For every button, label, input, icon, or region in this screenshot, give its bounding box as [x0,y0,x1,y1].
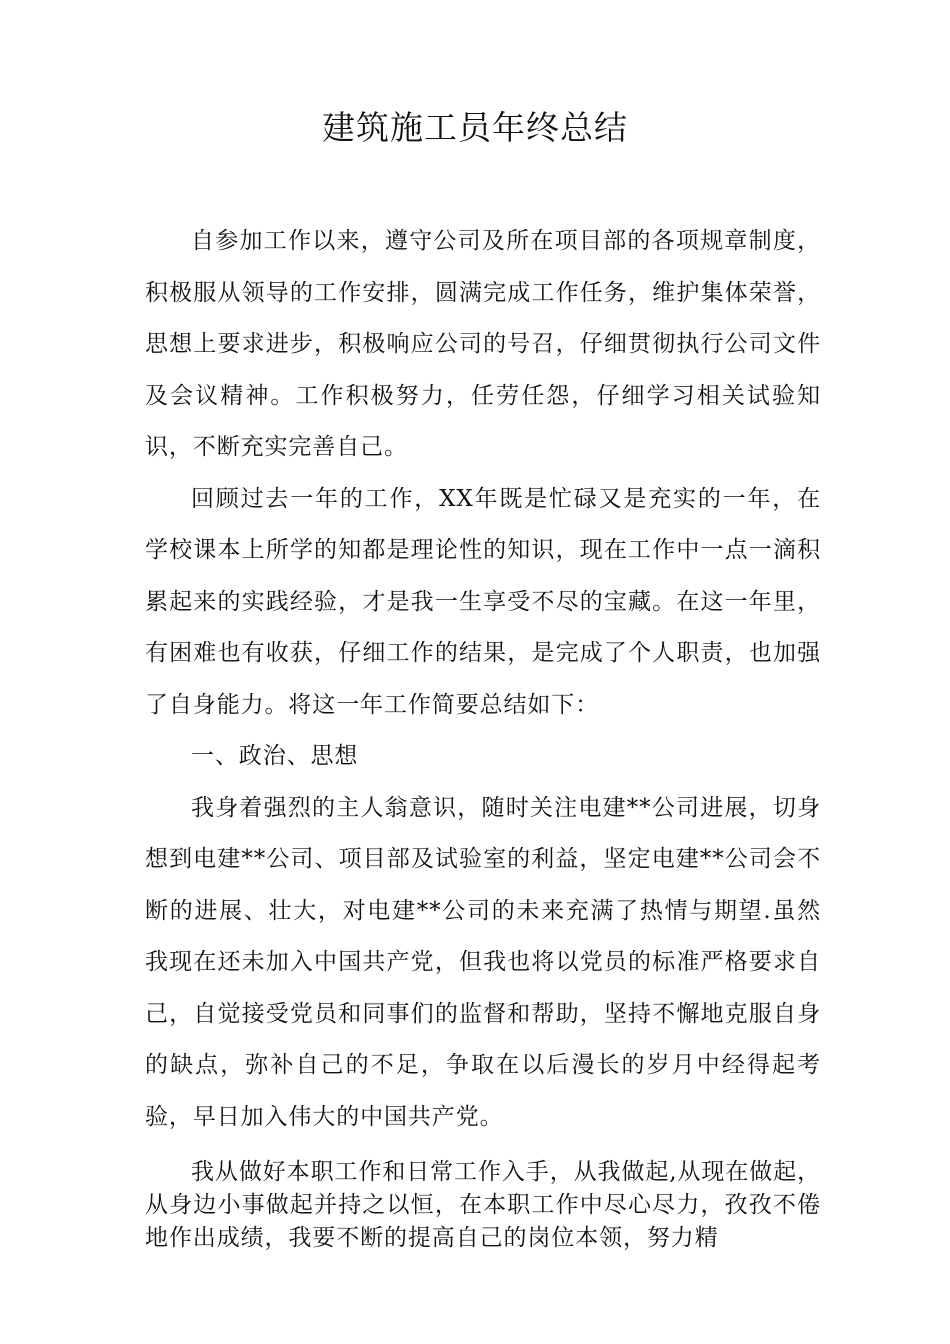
paragraph-politics: 我身着强烈的主人翁意识，随时关注电建**公司进展，切身想到电建**公司、项目部及试验室的利益，坚定电建**公司会不断的进展、壮大，对电建**公司的未来充满了热情与期望.虽然我现在还未加入中国共产党，但我也将以党员的标准严格要求自己，自觉接受党员和同事们的监督和帮助，坚持不懈地克服自身的缺点，弥补自己的不足，争取在以后漫长的岁月中经得起考验，早日加入伟大的中国共产党。 [145,794,821,1130]
section-heading-politics: 一、政治、思想 [191,743,359,769]
paragraph-intro: 自参加工作以来，遵守公司及所在项目部的各项规章制度，积极服从领导的工作安排，圆满完成工作任务，维护集体荣誉，思想上要求进步，积极响应公司的号召，仔细贯彻执行公司文件及会议精神。工作积极努力，任劳任怨，仔细学习相关试验知识，不断充实完善自己。 [145,228,821,460]
document-title: 建筑施工员年终总结 [322,108,628,147]
paragraph-review: 回顾过去一年的工作，XX年既是忙碌又是充实的一年，在学校课本上所学的知都是理论性的知识，现在工作中一点一滴积累起来的实践经验，才是我一生享受不尽的宝藏。在这一年里，有困难也有收获，仔细工作的结果，是完成了个人职责，也加强了自身能力。将这一年工作简要总结如下： [145,485,821,718]
document-body [145,216,821,1255]
paragraph-work: 我从做好本职工作和日常工作入手，从我做起,从现在做起，从身边小事做起并持之以恒，在本职工作中尽心尽力，孜孜不倦地作出成绩，我要不断的提高自己的岗位本领，努力精 [145,1159,821,1251]
